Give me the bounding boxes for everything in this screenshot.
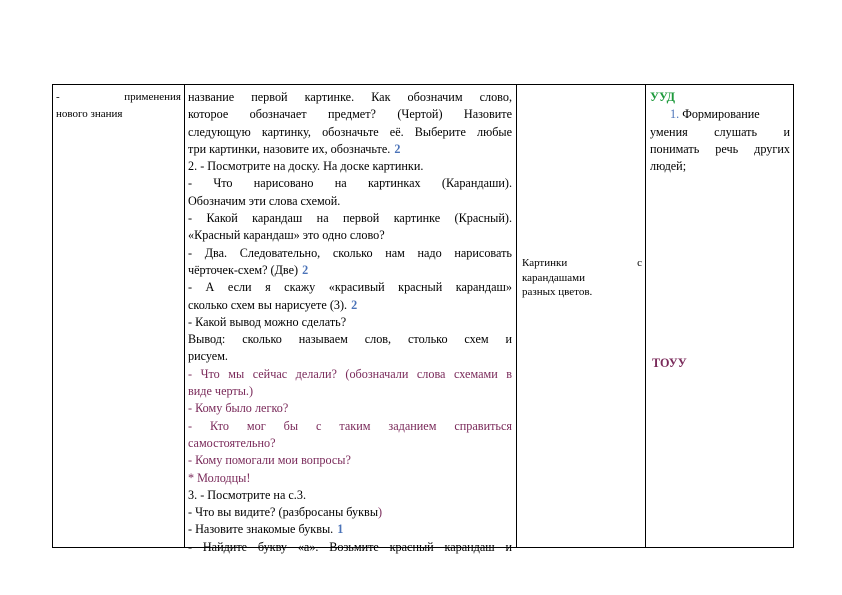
text-line: - Найдите букву «а». Возьмите красный карандаш и xyxy=(188,539,512,554)
table-right-border xyxy=(793,84,794,548)
reflection-line: виде черты.) xyxy=(188,384,254,399)
text-line: - Какой карандаш на первой картинке (Красный). xyxy=(188,211,512,226)
text-line: следующую картинку, обозначьте её. Выберите любые xyxy=(188,124,512,139)
table-top-border xyxy=(52,84,794,85)
touu-heading-cell xyxy=(652,355,687,372)
uud-cell xyxy=(650,89,790,175)
text-line: сколько схем вы нарисуете (3). 2 xyxy=(188,297,358,312)
text-line: три картинки, назовите их, обозначьте. 2 xyxy=(188,141,401,156)
score-badge: 2 xyxy=(394,141,401,156)
materials-cell xyxy=(522,256,642,300)
text-line: чёрточек-схем? (Две) 2 xyxy=(188,262,309,277)
materials-line-1: Картинки с xyxy=(522,257,642,269)
text-line: - Два. Следовательно, сколько нам надо нарисовать xyxy=(188,245,512,260)
text-line: которое обозначает предмет? (Чертой) Назовите xyxy=(188,107,512,122)
text-line: - Что вы видите? (разбросаны буквы) xyxy=(188,505,383,520)
reflection-line: - Кто мог бы с таким заданием справиться xyxy=(188,418,512,433)
stage-line-1: - применения xyxy=(56,91,181,103)
text-line: Вывод: сколько называем слов, столько схем и xyxy=(188,332,512,347)
score-badge: 1 xyxy=(337,522,344,537)
reflection-line: * Молодцы! xyxy=(188,470,251,485)
text-line: Обозначим эти слова схемой. xyxy=(188,193,341,208)
text-line: 3. - Посмотрите на с.3. xyxy=(188,487,306,502)
text-line: - Какой вывод можно сделать? xyxy=(188,314,347,329)
uud-heading: УУД xyxy=(650,90,676,104)
reflection-line: - Кому помогали мои вопросы? xyxy=(188,453,351,468)
uud-line-3: понимать речь других xyxy=(650,141,790,156)
touu-heading: ТОУУ xyxy=(652,356,687,370)
column-divider-3 xyxy=(645,84,646,548)
text-line: 2. - Посмотрите на доску. На доске картинки. xyxy=(188,159,424,174)
table-left-border xyxy=(52,84,53,548)
text-line: - Назовите знакомые буквы. 1 xyxy=(188,522,344,537)
stage-cell xyxy=(56,89,181,123)
uud-line-2: умения слушать и xyxy=(650,124,790,139)
text-line: рисуем. xyxy=(188,349,228,364)
column-divider-1 xyxy=(184,84,185,548)
text-line: «Красный карандаш» это одно слово? xyxy=(188,228,385,243)
reflection-line: - Кому было легко? xyxy=(188,401,289,416)
text-line: название первой картинке. Как обозначим слово, xyxy=(188,90,512,104)
materials-line-3: разных цветов. xyxy=(522,286,593,298)
score-badge: 2 xyxy=(302,262,309,277)
column-divider-2 xyxy=(516,84,517,548)
uud-line-4: людей; xyxy=(650,159,687,174)
materials-line-2: карандашами xyxy=(522,271,586,284)
text-line: - Что нарисовано на картинках (Карандаши). xyxy=(188,176,512,191)
uud-line-1: 1. Формирование xyxy=(670,107,760,122)
reflection-line: самостоятельно? xyxy=(188,435,276,450)
stage-line-2: нового знания xyxy=(56,108,123,120)
activity-cell xyxy=(188,89,512,556)
reflection-line: - Что мы сейчас делали? (обозначали слова схемами в xyxy=(188,366,512,381)
text-line: - А если я скажу «красивый красный карандаш» xyxy=(188,280,512,295)
score-badge: 2 xyxy=(351,297,358,312)
